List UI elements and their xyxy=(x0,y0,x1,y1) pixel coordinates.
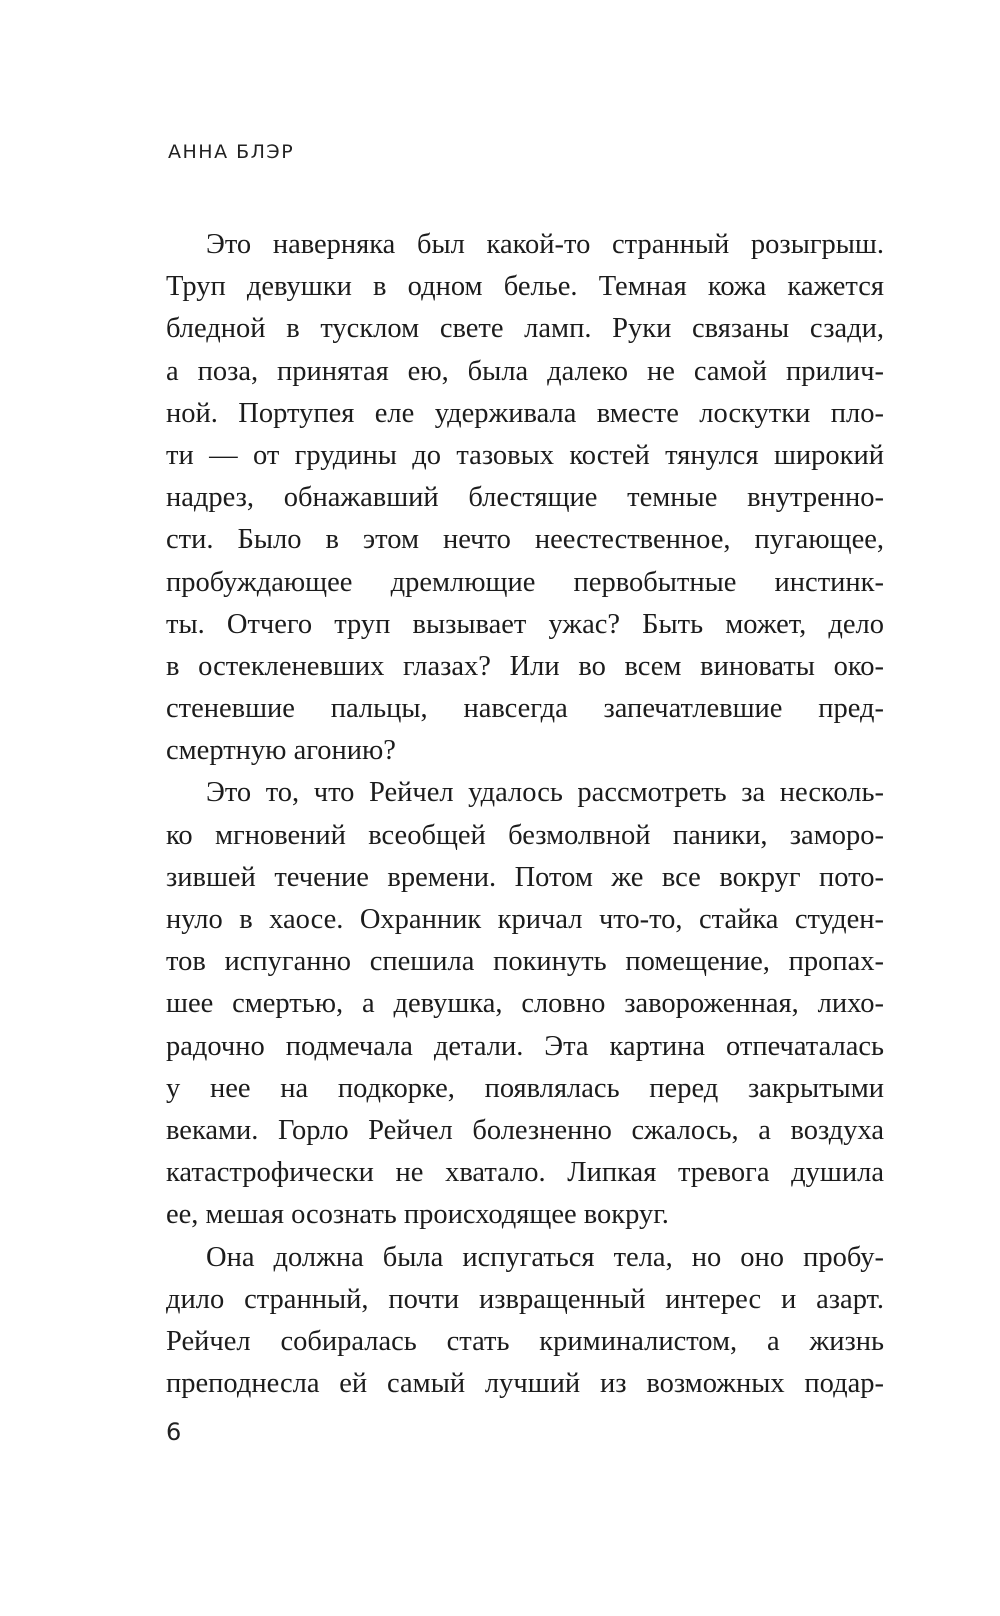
text-line: стеневшие пальцы, навсегда запечатлевшие пред- xyxy=(166,693,884,725)
text-line: пробуждающее дремлющие первобытные инстинк- xyxy=(166,566,884,598)
text-line: ти — от грудины до тазовых костей тянулся широкий xyxy=(166,439,884,471)
text-line: веками. Горло Рейчел болезненно сжалось, а воздуха xyxy=(166,1114,884,1146)
text-line: смертную агонию? xyxy=(166,735,396,767)
text-line: дило странный, почти извращенный интерес и азарт. xyxy=(166,1283,884,1315)
body-text xyxy=(166,224,884,1405)
page-number: 6 xyxy=(166,1418,182,1446)
text-line: преподнесла ей самый лучший из возможных подар- xyxy=(166,1368,884,1400)
text-line: радочно подмечала детали. Эта картина отпечаталась xyxy=(166,1030,884,1062)
text-line: Это наверняка был какой-то странный розыгрыш. xyxy=(206,229,884,260)
text-line: ее, мешая осознать происходящее вокруг. xyxy=(166,1199,669,1231)
text-line: бледной в тусклом свете ламп. Руки связаны сзади, xyxy=(166,313,884,345)
text-line: Это то, что Рейчел удалось рассмотреть за несколь- xyxy=(206,777,884,809)
text-line: надрез, обнажавший блестящие темные внутренно- xyxy=(166,482,884,514)
text-line: ко мгновений всеобщей безмолвной паники, заморо- xyxy=(166,819,884,851)
text-line: шее смертью, а девушка, словно завороженная, лихо- xyxy=(166,988,884,1020)
text-line: а поза, принятая ею, была далеко не самой прилич- xyxy=(166,355,884,387)
text-line: Рейчел собиралась стать криминалистом, а жизнь xyxy=(166,1325,884,1357)
text-line: тов испуганно спешила покинуть помещение, пропах- xyxy=(166,946,884,978)
text-line: ты. Отчего труп вызывает ужас? Быть может, дело xyxy=(166,608,884,640)
text-line: Труп девушки в одном белье. Темная кожа кажется xyxy=(166,271,884,303)
text-line: зившей течение времени. Потом же все вокруг пото- xyxy=(166,861,884,893)
paragraph-3 xyxy=(166,1237,884,1406)
text-line: у нее на подкорке, появлялась перед закрытыми xyxy=(166,1072,884,1104)
running-head-author: АННА БЛЭР xyxy=(168,141,295,163)
text-line: катастрофически не хватало. Липкая тревога душила xyxy=(166,1157,884,1189)
text-line: Она должна была испугаться тела, но оно пробу- xyxy=(206,1241,884,1273)
text-line: ной. Портупея еле удерживала вместе лоскутки пло- xyxy=(166,397,884,429)
text-line: нуло в хаосе. Охранник кричал что-то, стайка студен- xyxy=(166,904,884,935)
text-line: в остекленевших глазах? Или во всем виноваты око- xyxy=(166,650,884,682)
paragraph-2 xyxy=(166,772,884,1236)
text-line: сти. Было в этом нечто неестественное, пугающее, xyxy=(166,524,884,556)
paragraph-1 xyxy=(166,224,884,772)
